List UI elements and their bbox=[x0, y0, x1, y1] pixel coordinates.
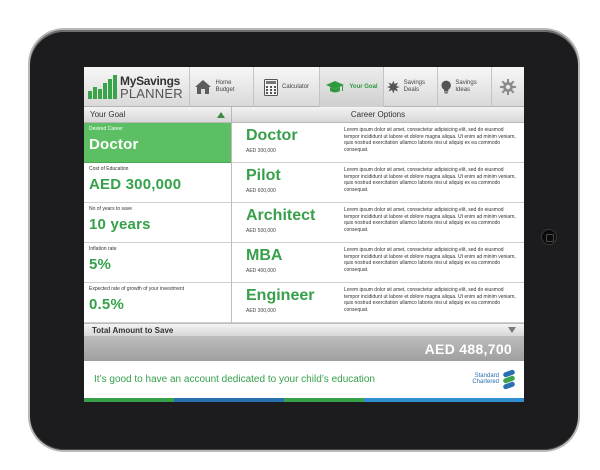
settings-button[interactable] bbox=[492, 67, 524, 106]
brand-mark-icon bbox=[502, 370, 516, 388]
total-amount-value: AED 488,700 bbox=[84, 337, 524, 361]
career-name: Doctor bbox=[246, 127, 298, 144]
bar-chart-logo-icon bbox=[88, 75, 117, 99]
footer-tagline: It’s good to have an account dedicated to your child’s education bbox=[94, 374, 375, 385]
career-option-doctor[interactable] bbox=[232, 123, 524, 163]
career-options-header bbox=[232, 107, 524, 123]
field-value: 5% bbox=[89, 256, 112, 273]
nav-savings-ideas[interactable] bbox=[438, 67, 492, 107]
calculator-icon bbox=[264, 79, 278, 96]
career-name: MBA bbox=[246, 247, 283, 264]
starburst-icon bbox=[387, 79, 400, 95]
career-option-engineer[interactable] bbox=[232, 283, 524, 323]
career-description: Lorem ipsum dolor sit amet, consectetur adipisicing elit, sed do eiusmod tempor incididunt ut labore et dolore magna aliqua. Ut enim ad minim veniam, quis nostrud exercitation ullamco laboris nisi ut aliquip ex ea commodo consequat. bbox=[344, 247, 516, 273]
brand-name-line2: Chartered bbox=[472, 379, 499, 385]
app-logo[interactable] bbox=[84, 67, 190, 107]
field-growth-rate[interactable] bbox=[84, 283, 231, 323]
collapse-up-icon[interactable] bbox=[217, 112, 225, 118]
career-description: Lorem ipsum dolor sit amet, consectetur adipisicing elit, sed do eiusmod tempor incididunt ut labore et dolore magna aliqua. Ut enim ad minim veniam, quis nostrud exercitation ullamco laboris nisi ut aliquip ex ea commodo consequat. bbox=[344, 127, 516, 153]
career-options-list bbox=[232, 123, 524, 323]
brand-logo bbox=[472, 370, 516, 388]
footer-color-stripe bbox=[84, 398, 524, 402]
total-label: Total Amount to Save bbox=[92, 325, 174, 335]
career-amount: AED 300,000 bbox=[246, 307, 276, 314]
career-description: Lorem ipsum dolor sit amet, consectetur adipisicing elit, sed do eiusmod tempor incididunt ut labore et dolore magna aliqua. Ut enim ad minim veniam, quis nostrud exercitation ullamco laboris nisi ut aliquip ex ea commodo consequat. bbox=[344, 287, 516, 313]
nav-label: Calculator bbox=[281, 83, 309, 90]
house-icon bbox=[194, 79, 212, 95]
app-screen bbox=[84, 67, 524, 402]
career-option-mba[interactable] bbox=[232, 243, 524, 283]
career-name: Engineer bbox=[246, 287, 315, 304]
field-value: AED 300,000 bbox=[89, 176, 182, 193]
career-amount: AED 400,000 bbox=[246, 267, 276, 274]
lightbulb-icon bbox=[441, 79, 451, 96]
career-option-pilot[interactable] bbox=[232, 163, 524, 203]
career-amount: AED 600,000 bbox=[246, 187, 276, 194]
footer-banner[interactable] bbox=[84, 361, 524, 402]
nav-label: Your Goal bbox=[349, 83, 378, 90]
nav-your-goal[interactable] bbox=[320, 67, 384, 107]
logo-title: MySavings bbox=[120, 73, 180, 88]
field-years-to-save[interactable] bbox=[84, 203, 231, 243]
expand-down-icon[interactable] bbox=[508, 327, 516, 333]
field-label: Expected rate of growth of your investment bbox=[89, 286, 185, 292]
career-option-architect[interactable] bbox=[232, 203, 524, 243]
career-description: Lorem ipsum dolor sit amet, consectetur adipisicing elit, sed do eiusmod tempor incididunt ut labore et dolore magna aliqua. Ut enim ad minim veniam, quis nostrud exercitation ullamco laboris nisi ut aliquip ex ea commodo consequat. bbox=[344, 207, 516, 233]
career-amount: AED 300,000 bbox=[246, 147, 276, 154]
nav-savings-deals[interactable] bbox=[384, 67, 438, 107]
home-button[interactable] bbox=[541, 229, 557, 245]
your-goal-header[interactable] bbox=[84, 107, 232, 123]
field-cost-of-education[interactable] bbox=[84, 163, 231, 203]
career-name: Architect bbox=[246, 207, 316, 224]
career-description: Lorem ipsum dolor sit amet, consectetur adipisicing elit, sed do eiusmod tempor incididunt ut labore et dolore magna aliqua. Ut enim ad minim veniam, quis nostrud exercitation ullamco laboris nisi ut aliquip ex ea commodo consequat. bbox=[344, 167, 516, 193]
field-label: Cost of Education bbox=[89, 166, 129, 172]
nav-label: Home Budget bbox=[215, 80, 235, 93]
total-amount-header[interactable] bbox=[84, 323, 524, 337]
field-label: Desired Career bbox=[89, 126, 123, 132]
career-name: Pilot bbox=[246, 167, 281, 184]
field-label: No of years to save bbox=[89, 206, 133, 212]
field-inflation-rate[interactable] bbox=[84, 243, 231, 283]
section-title: Your Goal bbox=[90, 110, 126, 119]
goal-fields bbox=[84, 123, 232, 323]
field-value: 0.5% bbox=[89, 296, 124, 313]
nav-home-budget[interactable] bbox=[190, 67, 254, 107]
field-value: Doctor bbox=[89, 136, 139, 153]
nav-label: Savings Deals bbox=[403, 80, 426, 93]
graduation-cap-icon bbox=[325, 80, 345, 94]
field-desired-career[interactable] bbox=[84, 123, 231, 163]
top-nav bbox=[84, 67, 524, 107]
brand-name-line1: Standard bbox=[474, 372, 499, 379]
logo-subtitle: PLANNER bbox=[120, 85, 183, 101]
field-label: Inflation rate bbox=[89, 246, 117, 252]
nav-calculator[interactable] bbox=[254, 67, 320, 107]
gear-icon bbox=[500, 79, 516, 95]
section-title: Career Options bbox=[350, 110, 406, 119]
nav-label: Savings Ideas bbox=[455, 80, 477, 93]
career-amount: AED 500,000 bbox=[246, 227, 276, 234]
field-value: 10 years bbox=[89, 216, 151, 233]
